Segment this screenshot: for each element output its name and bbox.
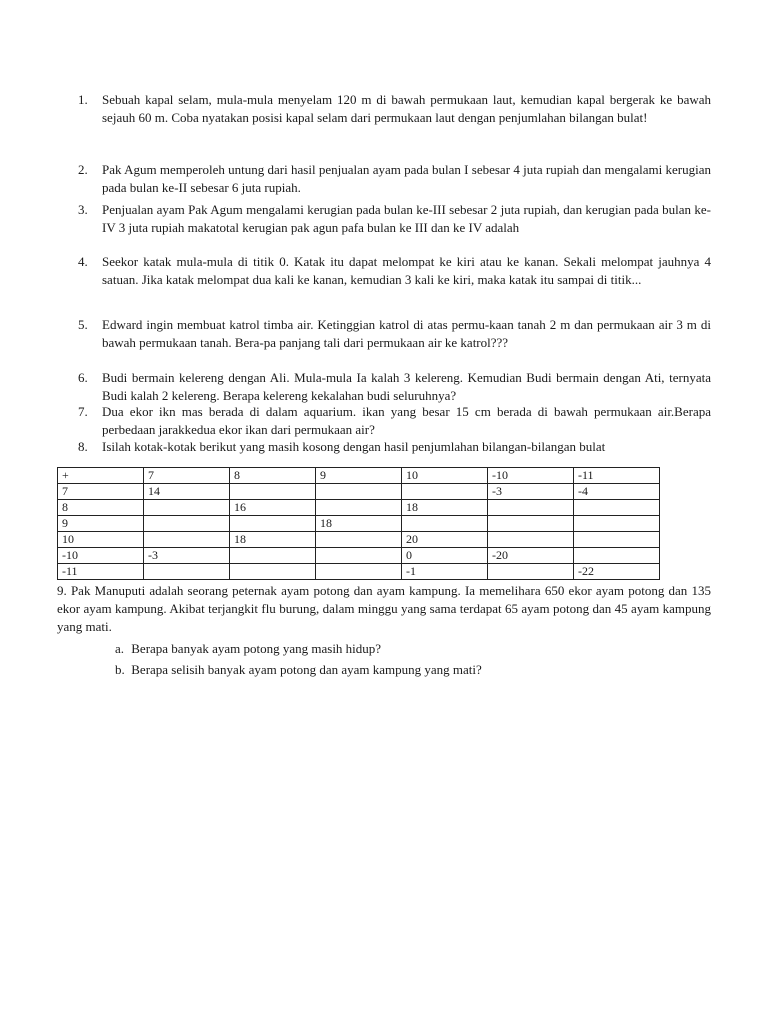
table-cell: -22 [574, 564, 660, 580]
table-cell [144, 516, 230, 532]
table-cell: 20 [402, 532, 488, 548]
table-cell: 18 [402, 500, 488, 516]
table-cell: 18 [316, 516, 402, 532]
question-text: Seekor katak mula-mula di titik 0. Katak itu dapat melompat ke kiri atau ke kanan. Sekali melompat jauhnya 4 satuan. Jika katak melompat dua kali ke kanan, kemudian 3 kali ke kiri, maka katak itu sampai di titik... [102, 254, 711, 287]
table-cell [402, 516, 488, 532]
question-number: 7. [78, 404, 88, 419]
question-8 [78, 438, 711, 456]
table-cell [574, 548, 660, 564]
question-number: 1. [78, 92, 88, 107]
table-cell [230, 484, 316, 500]
question-text: Sebuah kapal selam, mula-mula menyelam 120 m di bawah permukaan laut, kemudian kapal bergerak ke bawah sejauh 60 m. Coba nyatakan posisi kapal selam dari permukaan laut dengan penjumlahan bilangan bulat! [102, 92, 711, 125]
table-row [58, 500, 660, 516]
table-cell [488, 564, 574, 580]
table-cell [316, 532, 402, 548]
table-cell: 7 [58, 484, 144, 500]
table-cell: -20 [488, 548, 574, 564]
table-cell [488, 516, 574, 532]
table-cell: -3 [144, 548, 230, 564]
table-cell [574, 500, 660, 516]
table-cell [316, 564, 402, 580]
table-cell: 9 [316, 468, 402, 484]
table-row [58, 468, 660, 484]
question-number: 3. [78, 202, 88, 217]
question-text: Pak Agum memperoleh untung dari hasil penjualan ayam pada bulan I sebesar 4 juta rupiah dan mengalami kerugian pada bulan ke-II sebesar 6 juta rupiah. [102, 162, 711, 195]
table-cell [144, 532, 230, 548]
table-cell: 8 [230, 468, 316, 484]
question-7 [78, 403, 711, 439]
question-9-sub-b [115, 661, 482, 679]
table-cell [144, 500, 230, 516]
table-cell [574, 516, 660, 532]
table-cell: 18 [230, 532, 316, 548]
question-number: 5. [78, 317, 88, 332]
table-cell: 16 [230, 500, 316, 516]
question-4 [78, 253, 711, 289]
sub-text: Berapa selisih banyak ayam potong dan ayam kampung yang mati? [131, 662, 482, 677]
question-3 [78, 201, 711, 237]
table-cell: -4 [574, 484, 660, 500]
question-text: Edward ingin membuat katrol timba air. Ketinggian katrol di atas permu-kaan tanah 2 m dan permukaan air 3 m di bawah permukaan tanah. Bera-pa panjang tali dari permukaan air ke katrol??? [102, 317, 711, 350]
question-text: 9. Pak Manuputi adalah seorang peternak ayam potong dan ayam kampung. Ia memelihara 650 ekor ayam potong dan 135 ekor ayam kampung. Akibat terjangkit flu burung, dalam minggu yang sama terdapat 65 ayam potong dan 45 ayam kampung yang mati. [57, 583, 711, 634]
table-cell: -3 [488, 484, 574, 500]
question-number: 4. [78, 254, 88, 269]
question-5 [78, 316, 711, 352]
sub-label: a. [115, 641, 125, 656]
table-cell [144, 564, 230, 580]
table-cell [316, 500, 402, 516]
table-cell: 0 [402, 548, 488, 564]
table-cell: -11 [58, 564, 144, 580]
table-cell: 8 [58, 500, 144, 516]
question-text: Budi bermain kelereng dengan Ali. Mula-mula Ia kalah 3 kelereng. Kemudian Budi bermain dengan Ati, ternyata Budi kalah 2 kelereng. Berapa kelereng kekalahan budi seluruhnya? [102, 370, 711, 403]
table-cell [488, 500, 574, 516]
table-cell: 10 [402, 468, 488, 484]
question-text: Dua ekor ikn mas berada di dalam aquarium. ikan yang besar 15 cm berada di bawah permukaan air.Berapa perbedaan jarakkedua ekor ikan dari permukaan air? [102, 404, 711, 437]
table-cell: -11 [574, 468, 660, 484]
question-number: 6. [78, 370, 88, 385]
table-cell [230, 516, 316, 532]
question-number: 2. [78, 162, 88, 177]
table-cell: -10 [488, 468, 574, 484]
question-6 [78, 369, 711, 405]
table-cell: -1 [402, 564, 488, 580]
question-text: Isilah kotak-kotak berikut yang masih kosong dengan hasil penjumlahan bilangan-bilangan bulat [102, 439, 606, 454]
table-row [58, 548, 660, 564]
table-cell: 14 [144, 484, 230, 500]
table-cell [230, 564, 316, 580]
table-cell [402, 484, 488, 500]
question-9 [57, 582, 711, 636]
table-cell: 9 [58, 516, 144, 532]
question-number: 8. [78, 439, 88, 454]
table-cell [316, 484, 402, 500]
table-cell [316, 548, 402, 564]
table-cell [488, 532, 574, 548]
question-1 [78, 91, 711, 127]
table-cell [230, 548, 316, 564]
sub-text: Berapa banyak ayam potong yang masih hidup? [131, 641, 382, 656]
table-cell: -10 [58, 548, 144, 564]
table-cell: 10 [58, 532, 144, 548]
question-9-sub-a [115, 640, 381, 658]
question-text: Penjualan ayam Pak Agum mengalami kerugian pada bulan ke-III sebesar 2 juta rupiah, dan kerugian pada bulan ke-IV 3 juta rupiah makatotal kerugian pak agun pafa bulan ke III dan ke IV adalah [102, 202, 711, 235]
table-cell: + [58, 468, 144, 484]
table-row [58, 564, 660, 580]
addition-table [57, 467, 660, 580]
table-row [58, 484, 660, 500]
question-2 [78, 161, 711, 197]
sub-label: b. [115, 662, 125, 677]
table-cell [574, 532, 660, 548]
table-row [58, 516, 660, 532]
table-cell: 7 [144, 468, 230, 484]
table-row [58, 532, 660, 548]
